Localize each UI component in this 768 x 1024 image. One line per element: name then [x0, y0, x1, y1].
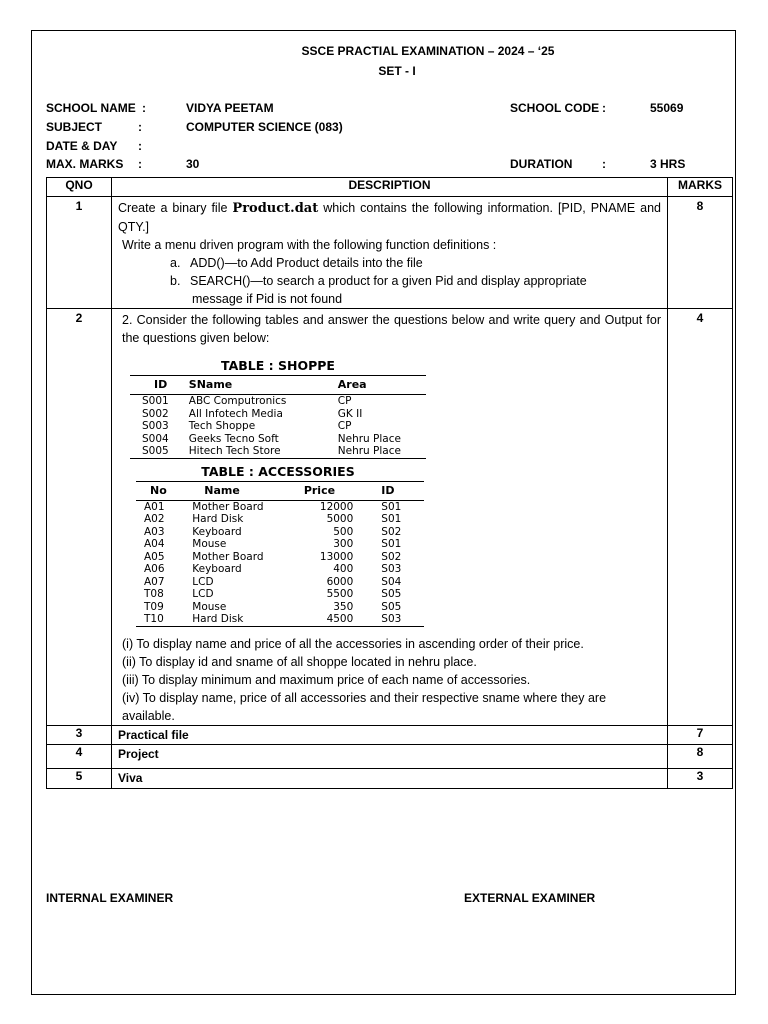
- qno-header: QNO: [47, 178, 112, 197]
- table-cell: S003: [142, 420, 169, 432]
- table-cell: LCD: [192, 575, 214, 588]
- question-row-3: [47, 725, 733, 744]
- table-cell: T10: [136, 613, 184, 626]
- shoppe-table: [130, 375, 426, 459]
- max-marks-label: MAX. MARKS: [46, 157, 124, 171]
- table-cell: Mother Board: [192, 550, 264, 563]
- accessories-table: [136, 481, 424, 627]
- item-label: a.: [170, 256, 181, 270]
- item-label: b.: [170, 274, 181, 288]
- duration-label: DURATION: [510, 157, 573, 171]
- duration-value: 3 HRS: [650, 157, 686, 171]
- subject-value: COMPUTER SCIENCE (083): [186, 120, 343, 134]
- acc-col-no: No: [136, 481, 184, 500]
- marks-header: MARKS: [668, 178, 733, 197]
- q1-item-b: [118, 272, 661, 290]
- q2-question-item: (iv) To display name, price of all accessories and their respective sname where they are available.: [122, 690, 607, 723]
- qno-cell: 2: [47, 309, 112, 726]
- qno-cell: 3: [47, 725, 112, 744]
- table-row: [136, 576, 424, 589]
- table-cell: S005: [130, 445, 183, 458]
- table-row: [136, 563, 424, 576]
- table-cell: 12000: [319, 500, 354, 513]
- table-cell: S03: [357, 613, 424, 626]
- question-row-1: [47, 197, 733, 309]
- table-cell: Hard Disk: [192, 513, 244, 525]
- qno-cell: 4: [47, 744, 112, 768]
- accessories-title: TABLE : ACCESSORIES: [201, 463, 355, 479]
- date-label: DATE & DAY: [46, 139, 118, 153]
- table-cell: S004: [142, 432, 169, 445]
- table-cell: Nehru Place: [316, 445, 426, 458]
- shoppe-col-area: Area: [316, 376, 426, 395]
- table-row: [136, 588, 424, 601]
- table-cell: S01: [381, 513, 402, 525]
- table-cell: A05: [144, 550, 165, 563]
- table-cell: A06: [144, 563, 165, 575]
- q1-item-a: [118, 254, 661, 272]
- school-name-value: VIDYA PEETAM: [186, 101, 274, 115]
- colon: :: [138, 157, 142, 171]
- colon: :: [602, 157, 606, 171]
- table-row: [136, 613, 424, 626]
- table-cell: 300: [333, 538, 354, 550]
- table-cell: ABC Computronics: [188, 395, 287, 407]
- table-cell: Geeks Tecno Soft: [188, 432, 279, 445]
- table-cell: S002: [142, 407, 169, 420]
- q1-intro: Write a menu driven program with the following function definitions :: [122, 238, 497, 252]
- marks-cell: 8: [668, 197, 733, 309]
- q1-text-a: Create a binary file: [118, 201, 233, 215]
- table-cell: Mother Board: [192, 500, 264, 513]
- exam-set: SET - I: [378, 64, 416, 78]
- table-row: [136, 526, 424, 539]
- table-cell: S01: [381, 538, 402, 550]
- q1-item-b-cont: message if Pid is not found: [192, 292, 343, 306]
- colon: :: [138, 139, 142, 153]
- table-row: [136, 551, 424, 564]
- table-cell: 5000: [326, 513, 354, 525]
- table-cell: A07: [144, 575, 165, 588]
- table-cell: S04: [381, 575, 402, 588]
- table-cell: T08: [144, 588, 164, 600]
- qno-cell: 5: [47, 768, 112, 788]
- accessories-body: [136, 500, 424, 626]
- q2-question-item: (i) To display name and price of all the accessories in ascending order of their price.: [122, 636, 584, 651]
- table-cell: Hard Disk: [184, 613, 300, 626]
- table-cell: S03: [381, 563, 402, 575]
- q1-text-b: which contains the following information. [PID, PNAME and QTY.]: [118, 201, 661, 234]
- table-row: [136, 538, 424, 551]
- marks-cell: 7: [668, 725, 733, 744]
- table-row: [136, 601, 424, 614]
- table-cell: 500: [333, 525, 354, 538]
- question-table: [46, 177, 733, 789]
- table-row: [130, 433, 426, 446]
- table-cell: S02: [381, 550, 402, 563]
- q2-question-item: (ii) To display id and sname of all shoppe located in nehru place.: [122, 654, 477, 669]
- q2-tables: [130, 357, 661, 627]
- shoppe-block: [130, 357, 426, 459]
- qno-cell: 1: [47, 197, 112, 309]
- accessories-block: [130, 463, 426, 627]
- table-cell: S05: [381, 600, 402, 613]
- colon: :: [138, 120, 142, 134]
- question-row-5: [47, 768, 733, 788]
- table-cell: 400: [333, 563, 354, 575]
- shoppe-title: TABLE : SHOPPE: [221, 358, 335, 373]
- colon: :: [602, 101, 606, 115]
- item-text: ADD()—to Add Product details into the file: [190, 256, 423, 270]
- table-header-row: [47, 178, 733, 197]
- accessories-header-row: [136, 481, 424, 500]
- table-cell: Keyboard: [192, 563, 242, 575]
- table-cell: 4500: [300, 613, 357, 626]
- description-header: DESCRIPTION: [112, 178, 668, 197]
- table-cell: Mouse: [192, 538, 227, 550]
- table-cell: Keyboard: [192, 525, 242, 538]
- table-row: [130, 420, 426, 433]
- q2-statement: 2. Consider the following tables and answer the questions below and write query and Output for the questions given below:: [122, 313, 661, 345]
- table-cell: Hitech Tech Store: [183, 445, 316, 458]
- acc-col-price: Price: [300, 481, 357, 500]
- marks-cell: 3: [668, 768, 733, 788]
- table-cell: CP: [337, 395, 352, 407]
- question-row-2: [47, 309, 733, 726]
- table-row: [130, 408, 426, 421]
- exam-title: SSCE PRACTIAL EXAMINATION – 2024 – ‘25: [301, 44, 555, 58]
- shoppe-col-sname: SName: [183, 376, 316, 395]
- shoppe-header-row: [130, 376, 426, 395]
- internal-examiner-label: INTERNAL EXAMINER: [46, 891, 174, 905]
- question-row-4: [47, 744, 733, 768]
- marks-cell: 4: [668, 309, 733, 726]
- table-cell: A03: [144, 525, 165, 538]
- shoppe-col-id: ID: [130, 376, 183, 395]
- table-cell: CP: [337, 420, 352, 432]
- table-cell: All Infotech Media: [188, 407, 283, 420]
- school-code-label: SCHOOL CODE: [510, 101, 600, 115]
- q1-filename: Product.dat: [232, 201, 319, 216]
- q2-questions: [122, 635, 661, 725]
- shoppe-body: [130, 395, 426, 459]
- table-cell: S05: [381, 588, 402, 600]
- external-examiner-label: EXTERNAL EXAMINER: [464, 891, 596, 905]
- table-cell: 5500: [326, 588, 354, 600]
- table-row: [136, 513, 424, 526]
- subject-label: SUBJECT: [46, 120, 103, 134]
- q1-statement: [118, 199, 661, 236]
- table-row: [130, 395, 426, 408]
- item-text: SEARCH()—to search a product for a given Pid and display appropriate: [190, 274, 587, 288]
- table-cell: A01: [144, 500, 165, 513]
- acc-col-id: ID: [357, 481, 424, 500]
- colon: :: [142, 101, 146, 115]
- table-row: [130, 445, 426, 458]
- table-cell: Tech Shoppe: [188, 420, 256, 432]
- description-cell: Practical file: [112, 725, 668, 744]
- table-cell: GK II: [337, 407, 363, 420]
- table-row: [136, 500, 424, 513]
- max-marks-value: 30: [186, 157, 200, 171]
- table-cell: S02: [381, 525, 402, 538]
- table-cell: 350: [333, 600, 354, 613]
- table-cell: S001: [142, 395, 169, 407]
- school-name-label: SCHOOL NAME: [46, 101, 136, 115]
- table-cell: 6000: [326, 575, 354, 588]
- table-cell: LCD: [192, 588, 214, 600]
- q2-question-item: (iii) To display minimum and maximum price of each name of accessories.: [122, 672, 531, 687]
- table-cell: Nehru Place: [337, 432, 401, 445]
- description-cell: Viva: [112, 768, 668, 788]
- school-code-value: 55069: [650, 101, 684, 115]
- marks-cell: 8: [668, 744, 733, 768]
- acc-col-name: Name: [184, 481, 300, 500]
- table-cell: 13000: [319, 550, 354, 563]
- description-cell: Project: [112, 744, 668, 768]
- table-cell: T09: [144, 600, 164, 613]
- table-cell: A04: [144, 538, 165, 550]
- table-cell: S01: [381, 500, 402, 513]
- description-cell: [112, 197, 668, 309]
- description-cell: [112, 309, 668, 726]
- table-cell: Mouse: [192, 600, 227, 613]
- table-cell: A02: [144, 513, 165, 525]
